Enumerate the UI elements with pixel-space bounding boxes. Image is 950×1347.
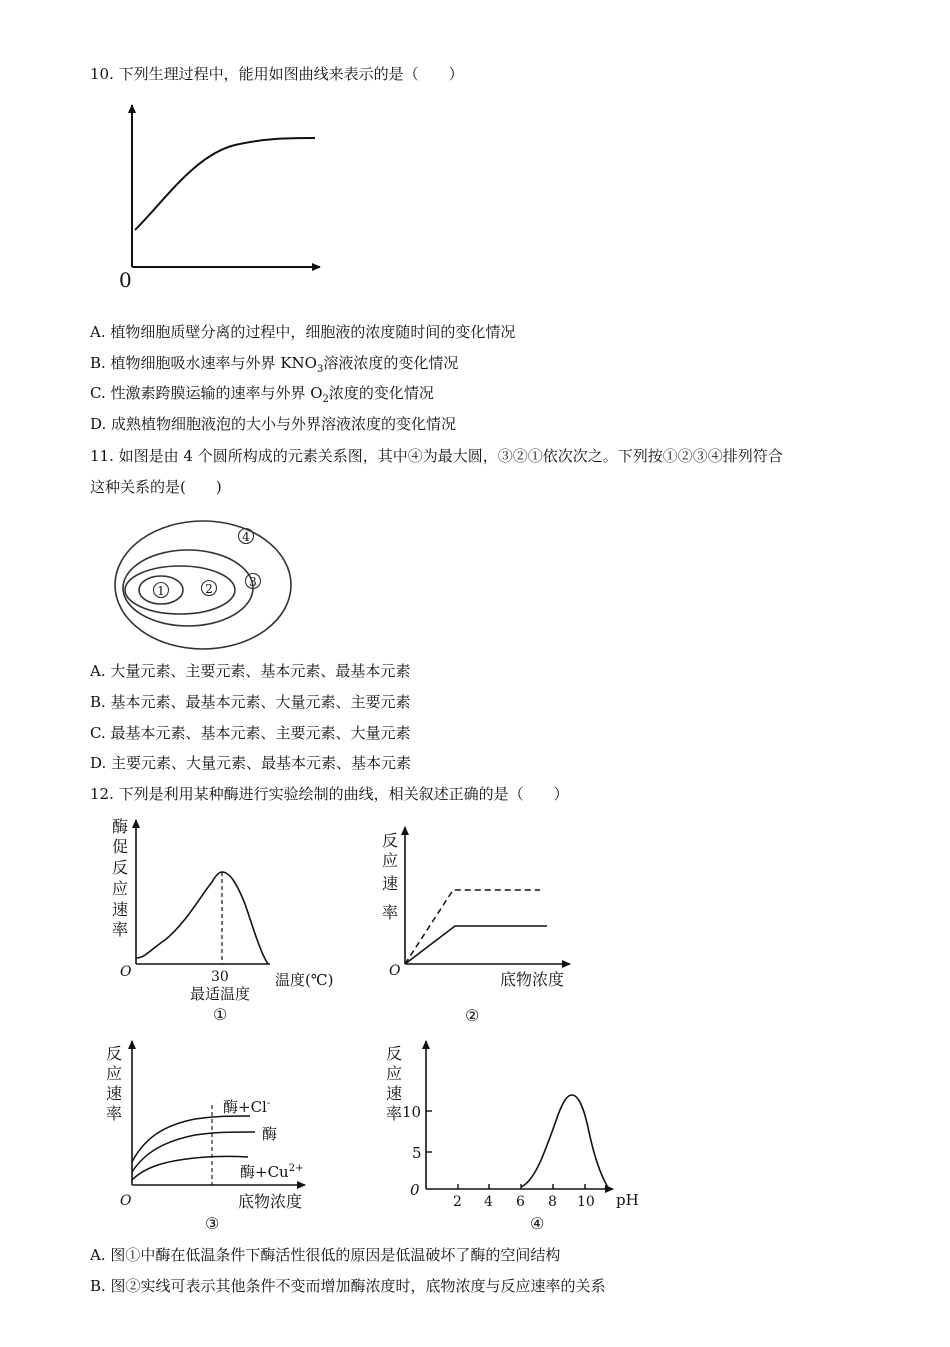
circle-3 bbox=[123, 550, 253, 626]
circle-4-label: 4 bbox=[242, 530, 250, 544]
q10-option-a: A. 植物细胞质壁分离的过程中，细胞液的浓度随时间的变化情况 bbox=[90, 323, 516, 341]
fig1-caption: ① bbox=[213, 1005, 228, 1024]
fig3-label-cu: 酶$+Cu^{2+}$ bbox=[240, 1163, 304, 1181]
fig4-ylabel-4: 率 bbox=[386, 1104, 403, 1123]
fig3-caption: ③ bbox=[205, 1214, 220, 1233]
fig4-ylabel-2: 应 bbox=[386, 1064, 403, 1083]
fig2-xlabel: 底物浓度 bbox=[500, 970, 565, 989]
fig4-xlabel: pH bbox=[616, 1191, 639, 1209]
fig2-dashed-line bbox=[405, 890, 540, 964]
fig2-solid-line bbox=[405, 926, 547, 964]
fig3-curve-cl bbox=[132, 1116, 250, 1162]
fig2-ylabel-2: 应 bbox=[382, 851, 399, 870]
fig1-ylabel-2: 促 bbox=[112, 837, 129, 856]
circle-4 bbox=[115, 521, 291, 649]
fig3-label-enzyme: 酶 bbox=[262, 1125, 278, 1143]
fig2-ylabel-1: 反 bbox=[382, 831, 399, 850]
fig3-label-cl: 酶+Cl- bbox=[223, 1098, 271, 1116]
fig1-temperature-curve bbox=[136, 872, 268, 964]
q11-option-b: B. 基本元素、最基本元素、大量元素、主要元素 bbox=[90, 693, 411, 711]
q11-option-c: C. 最基本元素、基本元素、主要元素、大量元素 bbox=[90, 724, 411, 742]
fig1-ylabel-6: 率 bbox=[112, 920, 129, 939]
fig1-xlabel: 温度(℃) bbox=[275, 971, 334, 989]
q12-option-b: B. 图②实线可表示其他条件不变而增加酶浓度时，底物浓度与反应速率的关系 bbox=[90, 1277, 606, 1295]
fig4-ytick-10: 10 bbox=[402, 1103, 422, 1121]
q10-option-d: D. 成熟植物细胞液泡的大小与外界溶液浓度的变化情况 bbox=[90, 415, 457, 433]
q10-option-c: C. 性激素跨膜运输的速率与外界 $O_2$浓度的变化情况 bbox=[90, 384, 434, 405]
q11-option-d: D. 主要元素、大量元素、最基本元素、基本元素 bbox=[90, 754, 412, 772]
q10-graph bbox=[105, 95, 335, 295]
fig3-origin: O bbox=[120, 1193, 132, 1209]
fig4-caption: ④ bbox=[530, 1214, 545, 1233]
fig4-ylabel-3: 速 bbox=[386, 1084, 403, 1103]
fig4-ytick-5: 5 bbox=[412, 1144, 422, 1162]
q12-fig1-temperature bbox=[100, 812, 370, 1032]
fig2-caption: ② bbox=[465, 1006, 480, 1025]
q10-option-b: B. 植物细胞吸水速率与外界 $KNO_3$溶液浓度的变化情况 bbox=[90, 354, 459, 375]
fig2-ylabel-3: 速 bbox=[382, 874, 399, 893]
fig1-ylabel-4: 应 bbox=[112, 879, 129, 898]
q11-stem-line2: 这种关系的是( ) bbox=[90, 478, 222, 496]
q11-stem-line1: 11. 如图是由 4 个圆所构成的元素关系图，其中④为最大圆，③②①依次次之。下列按①②③④排列符合 bbox=[90, 447, 783, 465]
fig2-ylabel-4: 率 bbox=[382, 903, 399, 922]
fig1-tick-30: 30 bbox=[211, 969, 229, 985]
fig4-xtick-4: 4 bbox=[484, 1194, 493, 1210]
q12-option-a: A. 图①中酶在低温条件下酶活性很低的原因是低温破坏了酶的空间结构 bbox=[90, 1246, 561, 1264]
fig2-origin: O bbox=[389, 963, 401, 979]
fig4-xtick-2: 2 bbox=[453, 1194, 462, 1210]
fig4-ylabel-1: 反 bbox=[386, 1044, 403, 1063]
fig1-origin: O bbox=[120, 964, 132, 980]
fig4-xtick-8: 8 bbox=[548, 1194, 557, 1210]
fig1-ylabel-1: 酶 bbox=[112, 817, 129, 836]
fig3-ylabel-2: 应 bbox=[106, 1064, 123, 1083]
q10-stem: 10. 下列生理过程中，能用如图曲线来表示的是（ ） bbox=[90, 65, 464, 83]
fig1-ylabel-5: 速 bbox=[112, 900, 129, 919]
circle-1-label: 1 bbox=[157, 584, 165, 598]
circle-2 bbox=[125, 566, 235, 614]
fig4-ph-curve bbox=[521, 1095, 609, 1189]
origin-label: 0 bbox=[119, 268, 132, 292]
fig3-curve-cu bbox=[132, 1156, 248, 1180]
fig3-ylabel-3: 速 bbox=[106, 1084, 123, 1103]
fig3-ylabel-1: 反 bbox=[106, 1044, 123, 1063]
q11-option-a: A. 大量元素、主要元素、基本元素、最基本元素 bbox=[90, 662, 411, 680]
fig4-xtick-10: 10 bbox=[577, 1194, 595, 1210]
fig4-origin: 0 bbox=[410, 1181, 420, 1199]
q11-nested-circles bbox=[108, 515, 298, 655]
fig1-optimum-label: 最适温度 bbox=[190, 985, 251, 1003]
q12-fig4-ph bbox=[380, 1037, 650, 1237]
q12-stem: 12. 下列是利用某种酶进行实验绘制的曲线，相关叙述正确的是（ ） bbox=[90, 785, 569, 803]
fig4-xtick-6: 6 bbox=[516, 1194, 525, 1210]
fig3-ylabel-4: 率 bbox=[106, 1104, 123, 1123]
circle-3-label: 3 bbox=[249, 575, 257, 589]
fig3-xlabel: 底物浓度 bbox=[238, 1192, 303, 1211]
q12-fig2-substrate bbox=[375, 822, 605, 1032]
saturation-curve bbox=[135, 138, 315, 230]
circle-2-label: 2 bbox=[205, 582, 213, 596]
fig1-ylabel-3: 反 bbox=[112, 858, 129, 877]
q12-fig3-ions bbox=[100, 1037, 340, 1237]
